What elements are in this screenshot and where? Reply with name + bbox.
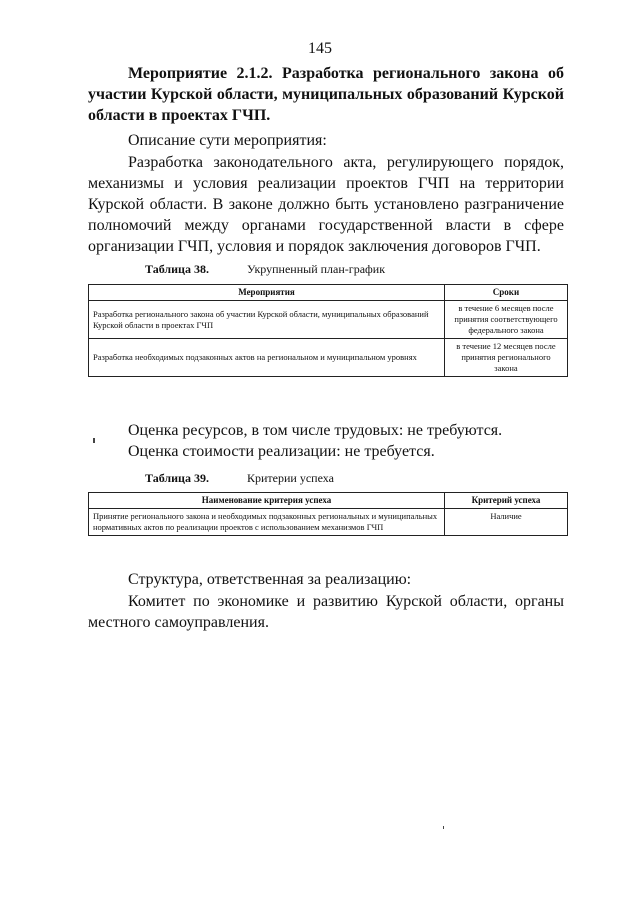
- table-header-row: [89, 493, 568, 509]
- table-38-number: Таблица 38.: [145, 262, 209, 276]
- structure-paragraph: Комитет по экономике и развитию Курской области, органы местного самоуправления.: [88, 593, 564, 631]
- activity-cell: Разработка необходимых подзаконных актов на региональном и муниципальном уровнях: [89, 339, 445, 377]
- header-activities: Мероприятия: [89, 285, 445, 301]
- deadline-cell: в течение 6 месяцев после принятия соответствующего федерального закона: [445, 301, 568, 339]
- table-38-caption: [145, 262, 385, 277]
- activity-heading: Мероприятие 2.1.2. Разработка регионального закона об участии Курской области, муниципальных образований Курской области в проектах ГЧП.: [88, 65, 564, 124]
- table-row: [89, 301, 568, 339]
- table-39: [88, 492, 568, 536]
- header-deadlines: Сроки: [445, 285, 568, 301]
- header-criterion: Критерий успеха: [445, 493, 568, 509]
- scan-speck: [93, 438, 95, 443]
- resources-estimate: Оценка ресурсов, в том числе трудовых: не требуются.: [128, 422, 503, 439]
- activity-cell: Разработка регионального закона об участии Курской области, муниципальных образований Курской области в проектах ГЧП: [89, 301, 445, 339]
- structure-label: Структура, ответственная за реализацию:: [128, 571, 412, 588]
- table-39-caption: [145, 471, 334, 486]
- description-paragraph: Разработка законодательного акта, регулирующего порядок, механизмы и условия реализации проектов ГЧП на территории Курской области. В законе должно быть установлено разграничение полномочий между органами государственной власти в сфере организации ГЧП, условия и порядок заключения договоров ГЧП.: [88, 154, 564, 255]
- table-header-row: [89, 285, 568, 301]
- table-38-title: Укрупненный план-график: [247, 262, 386, 276]
- table-39-number: Таблица 39.: [145, 471, 209, 485]
- page-number: 145: [308, 40, 332, 57]
- deadline-cell: в течение 12 месяцев после принятия регионального закона: [445, 339, 568, 377]
- table-38: [88, 284, 568, 377]
- header-criterion-name: Наименование критерия успеха: [89, 493, 445, 509]
- table-39-title: Критерии успеха: [247, 471, 334, 485]
- description-label: Описание сути мероприятия:: [128, 132, 327, 149]
- criterion-value-cell: Наличие: [445, 509, 568, 536]
- table-row: [89, 509, 568, 536]
- scan-speck: [443, 826, 444, 829]
- cost-estimate: Оценка стоимости реализации: не требуется.: [128, 443, 435, 460]
- criterion-name-cell: Принятие регионального закона и необходимых подзаконных региональных и муниципальных нормативных актов по реализации проектов с использованием механизмов ГЧП: [89, 509, 445, 536]
- table-row: [89, 339, 568, 377]
